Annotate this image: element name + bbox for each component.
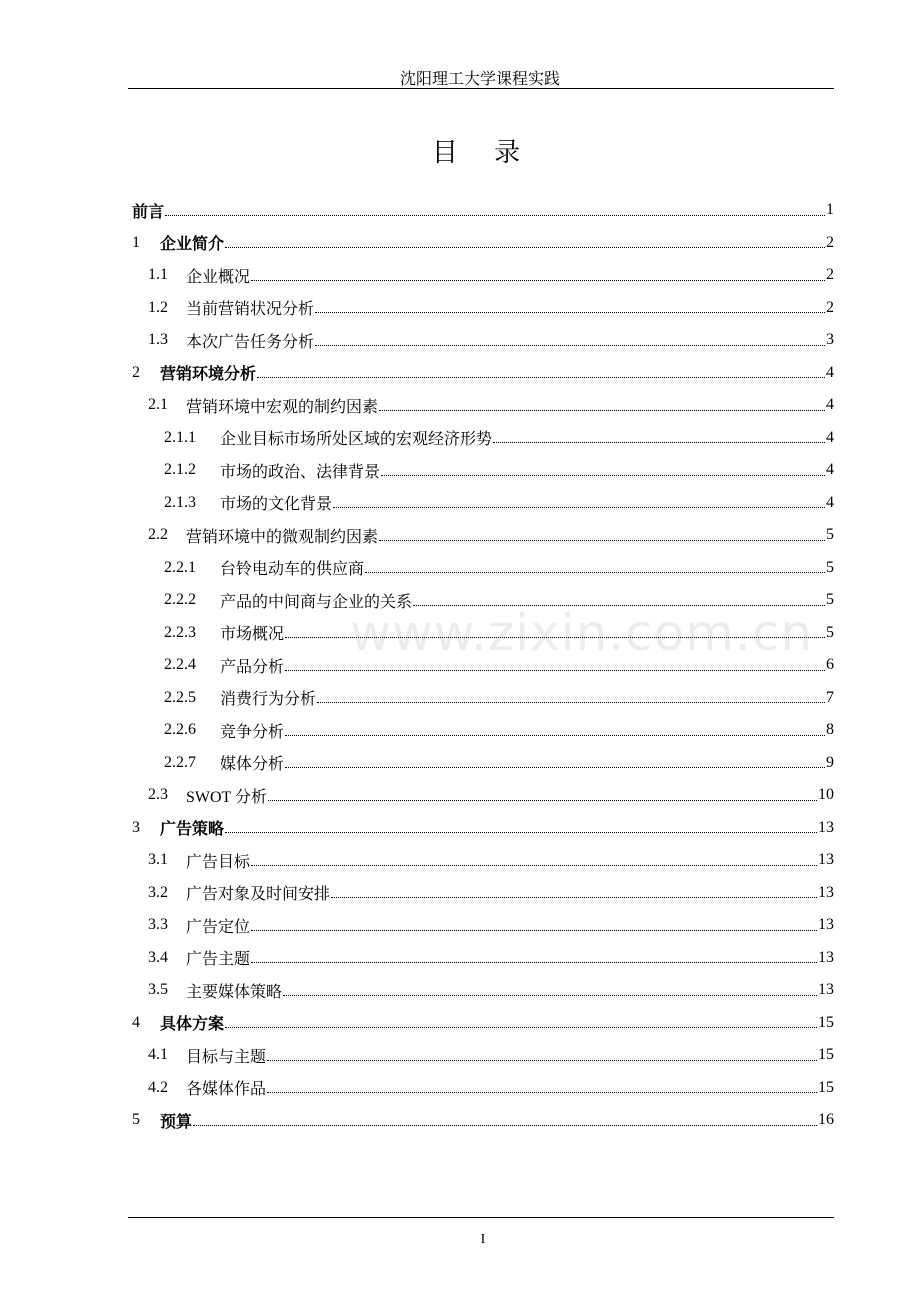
toc-entry[interactable] — [132, 552, 834, 585]
toc-entry[interactable] — [132, 747, 834, 780]
toc-entry-label: SWOT 分析 — [186, 788, 268, 806]
toc-entry[interactable] — [132, 487, 834, 520]
header-rule — [128, 88, 834, 89]
toc-entry[interactable] — [132, 227, 834, 260]
toc-entry-label: 媒体分析 — [220, 756, 285, 774]
toc-dot-leader — [165, 215, 825, 216]
toc-entry-page: 4 — [826, 428, 834, 446]
toc-entry-label: 台铃电动车的供应商 — [220, 561, 365, 579]
toc-entry-label: 竞争分析 — [220, 723, 285, 741]
toc-entry-label: 市场的政治、法律背景 — [220, 463, 381, 481]
toc-entry-page: 13 — [818, 851, 834, 869]
footer-page-number: I — [480, 1232, 486, 1247]
toc-entry-number: 2 — [132, 363, 140, 381]
toc-entry[interactable] — [132, 1039, 834, 1072]
toc-entry-page: 4 — [826, 493, 834, 511]
toc-dot-leader — [267, 1060, 817, 1061]
toc-entry-page: 15 — [818, 1013, 834, 1031]
toc-entry-number: 2.1 — [148, 396, 168, 414]
toc-entry-number: 1.2 — [148, 298, 168, 316]
toc-entry-number: 3.4 — [148, 948, 168, 966]
toc-entry-number: 2.2.3 — [164, 623, 196, 641]
toc-entry[interactable] — [132, 324, 834, 357]
toc-entry-number: 2.2 — [148, 526, 168, 544]
toc-dot-leader — [251, 930, 817, 931]
toc-entry[interactable] — [132, 194, 834, 227]
toc-entry-page: 5 — [826, 623, 834, 641]
toc-entry-label: 企业概况 — [186, 268, 251, 286]
toc-entry-number: 3 — [132, 818, 140, 836]
toc-entry-page: 4 — [826, 461, 834, 479]
toc-entry-page: 9 — [826, 753, 834, 771]
toc-dot-leader — [285, 735, 825, 736]
toc-entry-label: 目标与主题 — [186, 1048, 267, 1066]
toc-entry-number: 2.1.3 — [164, 493, 196, 511]
toc-entry-number: 1.3 — [148, 331, 168, 349]
toc-entry-page: 15 — [818, 1046, 834, 1064]
toc-entry-label: 广告定位 — [186, 918, 251, 936]
toc-entry[interactable] — [132, 877, 834, 910]
toc-entry[interactable] — [132, 292, 834, 325]
toc-entry-label: 广告策略 — [160, 819, 225, 839]
toc-entry-label: 当前营销状况分析 — [186, 301, 315, 319]
toc-dot-leader — [193, 1125, 817, 1126]
toc-title: 目 录 — [431, 138, 535, 168]
toc-entry-label: 前言 — [132, 201, 165, 221]
toc-entry-page: 13 — [818, 883, 834, 901]
toc-entry[interactable] — [132, 389, 834, 422]
toc-dot-leader — [251, 865, 817, 866]
toc-dot-leader — [379, 540, 825, 541]
toc-entry-label: 消费行为分析 — [220, 691, 317, 709]
toc-entry-number: 2.2.2 — [164, 591, 196, 609]
toc-dot-leader — [257, 377, 825, 378]
toc-entry-label: 具体方案 — [160, 1014, 225, 1034]
table-of-contents — [132, 194, 834, 1137]
toc-dot-leader — [251, 962, 817, 963]
toc-entry-number: 4.2 — [148, 1078, 168, 1096]
toc-entry-page: 1 — [826, 201, 834, 219]
toc-entry-label: 广告目标 — [186, 853, 251, 871]
watermark: www.zixin.com.cn — [350, 604, 814, 662]
toc-entry[interactable] — [132, 1104, 834, 1137]
toc-entry[interactable] — [132, 682, 834, 715]
toc-dot-leader — [315, 312, 825, 313]
toc-entry-number: 2.2.4 — [164, 656, 196, 674]
toc-dot-leader — [285, 670, 825, 671]
toc-dot-leader — [413, 605, 825, 606]
toc-entry[interactable] — [132, 422, 834, 455]
toc-dot-leader — [285, 637, 825, 638]
toc-entry-number: 4 — [132, 1013, 140, 1031]
toc-entry[interactable] — [132, 454, 834, 487]
toc-entry-number: 2.1.1 — [164, 428, 196, 446]
toc-dot-leader — [493, 442, 825, 443]
toc-entry-page: 4 — [826, 396, 834, 414]
toc-entry-label: 市场的文化背景 — [220, 496, 333, 514]
toc-entry-number: 2.2.5 — [164, 688, 196, 706]
toc-entry-label: 预算 — [160, 1111, 193, 1131]
toc-entry-page: 5 — [826, 526, 834, 544]
toc-entry[interactable] — [132, 812, 834, 845]
toc-entry[interactable] — [132, 909, 834, 942]
toc-dot-leader — [268, 800, 817, 801]
toc-entry-page: 13 — [818, 948, 834, 966]
toc-entry[interactable] — [132, 779, 834, 812]
toc-entry-label: 广告对象及时间安排 — [186, 886, 331, 904]
toc-entry[interactable] — [132, 1007, 834, 1040]
toc-dot-leader — [225, 832, 817, 833]
toc-dot-leader — [331, 897, 817, 898]
toc-entry-number: 2.1.2 — [164, 461, 196, 479]
toc-entry[interactable] — [132, 942, 834, 975]
toc-dot-leader — [225, 247, 825, 248]
toc-entry-number: 3.1 — [148, 851, 168, 869]
toc-entry[interactable] — [132, 584, 834, 617]
toc-entry-number: 4.1 — [148, 1046, 168, 1064]
toc-entry-label: 企业目标市场所处区域的宏观经济形势 — [220, 431, 493, 449]
toc-entry-label: 市场概况 — [220, 626, 285, 644]
toc-entry[interactable] — [132, 714, 834, 747]
toc-entry-page: 8 — [826, 721, 834, 739]
toc-entry-page: 16 — [818, 1111, 834, 1129]
toc-entry-page: 13 — [818, 916, 834, 934]
toc-dot-leader — [379, 410, 825, 411]
toc-entry-label: 企业简介 — [160, 234, 225, 254]
toc-entry[interactable] — [132, 844, 834, 877]
toc-entry[interactable] — [132, 519, 834, 552]
footer-rule — [128, 1217, 834, 1218]
toc-dot-leader — [317, 702, 825, 703]
toc-entry-number: 3.5 — [148, 981, 168, 999]
toc-entry-label: 营销环境中的微观制约因素 — [186, 528, 379, 546]
toc-entry-number: 2.2.7 — [164, 753, 196, 771]
toc-dot-leader — [285, 767, 825, 768]
toc-entry-number: 3.2 — [148, 883, 168, 901]
toc-entry-number: 3.3 — [148, 916, 168, 934]
toc-entry-page: 7 — [826, 688, 834, 706]
toc-entry-page: 10 — [818, 786, 834, 804]
toc-entry-number: 2.3 — [148, 786, 168, 804]
toc-entry[interactable] — [132, 259, 834, 292]
toc-entry-page: 4 — [826, 363, 834, 381]
toc-entry-number: 2.2.1 — [164, 558, 196, 576]
toc-dot-leader — [365, 572, 825, 573]
toc-entry[interactable] — [132, 1072, 834, 1105]
toc-entry[interactable] — [132, 974, 834, 1007]
toc-dot-leader — [333, 507, 825, 508]
toc-entry-label: 广告主题 — [186, 951, 251, 969]
toc-entry-page: 2 — [826, 233, 834, 251]
toc-dot-leader — [251, 280, 825, 281]
toc-entry[interactable] — [132, 617, 834, 650]
toc-entry-page: 3 — [826, 331, 834, 349]
toc-dot-leader — [381, 475, 825, 476]
toc-entry[interactable] — [132, 649, 834, 682]
toc-entry-label: 营销环境中宏观的制约因素 — [186, 398, 379, 416]
toc-entry-page: 2 — [826, 298, 834, 316]
toc-entry-page: 5 — [826, 558, 834, 576]
toc-entry-page: 5 — [826, 591, 834, 609]
toc-entry-number: 2.2.6 — [164, 721, 196, 739]
toc-entry-page: 2 — [826, 266, 834, 284]
toc-entry-label: 产品分析 — [220, 658, 285, 676]
toc-entry[interactable] — [132, 357, 834, 390]
toc-entry-page: 15 — [818, 1078, 834, 1096]
toc-entry-label: 各媒体作品 — [186, 1081, 267, 1099]
toc-dot-leader — [225, 1027, 817, 1028]
toc-entry-label: 营销环境分析 — [160, 364, 257, 384]
toc-entry-page: 6 — [826, 656, 834, 674]
toc-entry-label: 主要媒体策略 — [186, 983, 283, 1001]
toc-dot-leader — [267, 1092, 817, 1093]
toc-entry-number: 1 — [132, 233, 140, 251]
toc-entry-number: 1.1 — [148, 266, 168, 284]
toc-entry-label: 本次广告任务分析 — [186, 333, 315, 351]
toc-dot-leader — [283, 995, 817, 996]
toc-dot-leader — [315, 345, 825, 346]
toc-entry-page: 13 — [818, 818, 834, 836]
page-header: 沈阳理工大学课程实践 — [399, 71, 560, 88]
toc-entry-page: 13 — [818, 981, 834, 999]
toc-entry-label: 产品的中间商与企业的关系 — [220, 593, 413, 611]
toc-entry-number: 5 — [132, 1111, 140, 1129]
